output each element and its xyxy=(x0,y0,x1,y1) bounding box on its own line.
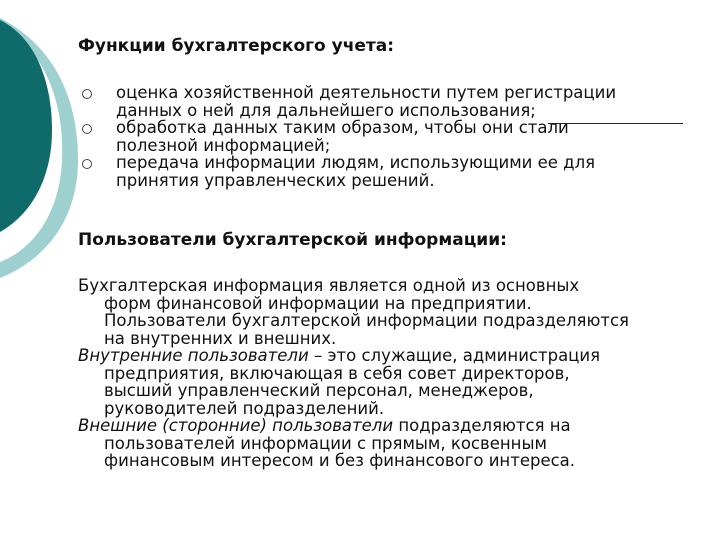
paragraph-internal-users: Внутренние пользователи – это служащие, администрация предприятия, включающая в себя совет директоров, высший управленческий персонал, менеджеров, руководителей подразделений. xyxy=(78,346,601,418)
heading-users: Пользователи бухгалтерской информации: xyxy=(78,230,507,250)
functions-list xyxy=(78,84,688,189)
underline-rule xyxy=(548,123,683,124)
paragraph-external-users: Внешние (сторонние) пользователи подразделяются на пользователей информации с прямым, косвенным финансовым интересом и без финансового интереса. xyxy=(78,416,576,470)
list-item: передача информации людям, использующими ее для принятия управленческих решений. xyxy=(78,154,688,189)
circle-bullet-icon xyxy=(82,89,92,99)
circle-bullet-icon xyxy=(82,124,92,134)
decorative-circles xyxy=(0,0,80,300)
term-external-users: Внешние (сторонние) пользователи xyxy=(78,416,394,435)
list-item: обработка данных таким образом, чтобы они стали полезной информацией; xyxy=(78,119,688,154)
term-internal-users: Внутренние пользователи xyxy=(78,346,309,365)
paragraph-info: Бухгалтерская информация является одной из основных форм финансовой информации на предприятии. Пользователи бухгалтерской информации подразделяются на внутренних и внешних. xyxy=(78,276,629,348)
list-item: оценка хозяйственной деятельности путем регистрации данных о ней для дальнейшего использования; xyxy=(78,84,688,119)
heading-functions: Функции бухгалтерского учета: xyxy=(78,36,395,56)
circle-bullet-icon xyxy=(82,159,92,169)
users-description xyxy=(78,277,703,470)
